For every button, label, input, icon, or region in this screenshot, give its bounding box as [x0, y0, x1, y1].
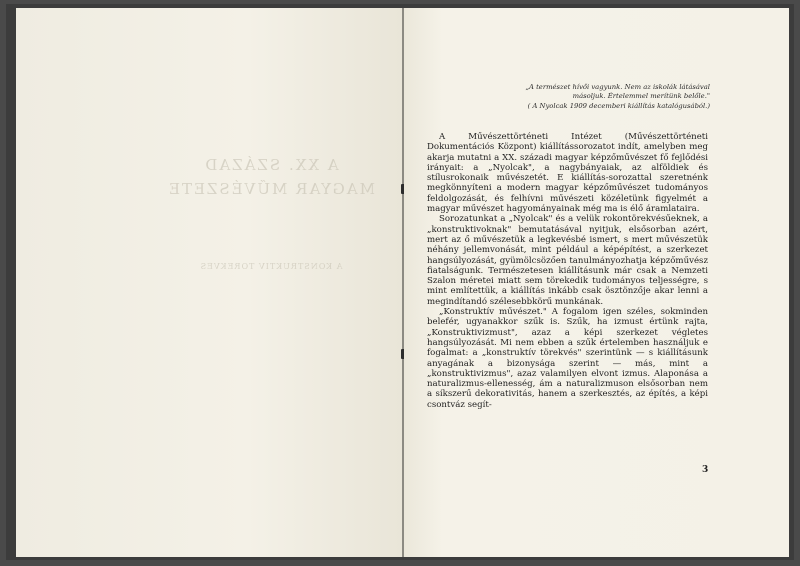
motto-source: ( A Nyolcak 1909 decemberi kiállítás katalógusából.): [527, 101, 710, 110]
paragraph: Sorozatunkat a „Nyolcak" és a velük rokontörekvésűeknek, a „konstruktivoknak" bemutatásával nyitjuk, elsősorban azért, mert az ő művészetük a legkevésbé ismert, s mert művészetük néhány jellemvonását, mint például a képépítést, a szerkezet hangsúlyozását, gyümölcsözően tanulmányozhatja képzőművész fiatalságunk. Természetesen kiállításunk már csak a Nemzeti Szalon méretei miatt sem törekedik tudományos teljességre, s mint említettük, a kiállítás inkább csak ösztönzője akar lenni a megindítandó szélesebbkörű munkának.: [427, 214, 708, 307]
paragraph: „Konstruktív művészet." A fogalom igen széles, sokminden belefér, ugyanakkor szűk is. Szűk, ha izmust értünk rajta, „Konstruktivizmust", azaz a képi szerkezet végletes hangsúlyozását. Mi nem ebben a szűk értelemben használjuk e fogalmat: a „konstruktív törekvés" szerintünk — s kiállításunk anyagának a bizonysága szerint — más, mint a „konstruktivizmus", azaz valamilyen elvont izmus. Alaponása a naturalizmus-ellenesség, ám a naturalizmuson elsősorban nem a síkszerű dekorativitás, hanem a szerkesztés, az építés, a képi csontváz segít-: [427, 307, 708, 410]
page-number: 3: [702, 465, 709, 475]
bleed-through-title-line-1: A XX. SZÁZAD: [203, 156, 339, 174]
left-page: [16, 8, 402, 557]
bleed-through-title-line-2: MAGYAR MŰVÉSZETE: [167, 180, 375, 198]
body-text: [427, 132, 708, 410]
motto-epigraph: [505, 83, 710, 111]
bleed-through-subtitle: A KONSTRUKTIV TÖREKVÉS: [199, 262, 343, 271]
paragraph: A Művészettörténeti Intézet (Művészettörténeti Dokumentációs Központ) kiállítássorozatot indít, amelyben meg akarja mutatni a XX. századi magyar képzőművészet fő fejlődési irányait: a „Nyolcak", a nagybányaiak, az alföldiek és stílusrokonaik művészetét. E kiállítás-sorozattal szeretnénk megkönnyíteni a modern magyar képzőművészet tudományos feldolgozását, és felhívni művészeti közéletünk figyelmét a magyar művészet hagyományainak még ma is élő áramlataira.: [427, 132, 708, 215]
motto-quote: „A természet hívői vagyunk. Nem az iskolák látásával másoljuk. Értelemmel merítünk belőle.": [525, 83, 710, 101]
